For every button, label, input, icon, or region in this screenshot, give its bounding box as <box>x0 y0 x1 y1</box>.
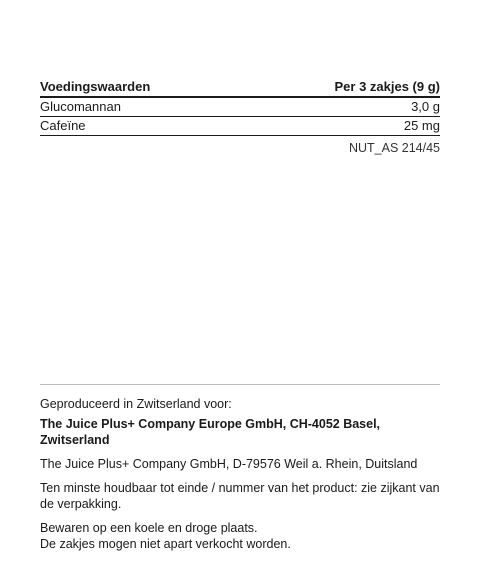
product-code: NUT_AS 214/45 <box>348 141 440 155</box>
nutrition-table <box>40 78 440 136</box>
company-address-de: The Juice Plus+ Company GmbH, D-79576 Weil a. Rhein, Duitsland <box>40 457 418 471</box>
company-address-ch: The Juice Plus+ Company Europe GmbH, CH-4052 Basel, Zwitserland <box>40 417 381 447</box>
product-info <box>40 396 440 552</box>
table-row <box>40 117 440 136</box>
nutrition-header-serving: Per 3 zakjes (9 g) <box>334 79 440 94</box>
nutrition-table-header <box>40 78 440 98</box>
section-divider <box>40 384 440 385</box>
nutrient-value: 3,0 g <box>411 99 440 114</box>
nutrition-header-label: Voedingswaarden <box>40 79 151 94</box>
storage-text: Bewaren op een koele en droge plaats. <box>40 521 258 535</box>
table-row <box>40 98 440 117</box>
nutrient-value: 25 mg <box>403 118 440 133</box>
produced-for-text: Geproduceerd in Zwitserland voor: <box>40 397 232 411</box>
best-before-text: Ten minste houdbaar tot einde / nummer van het product: zie zijkant van de verpakking. <box>40 481 440 511</box>
nutrient-name: Glucomannan <box>40 99 121 114</box>
sale-note-text: De zakjes mogen niet apart verkocht worden. <box>40 537 291 551</box>
nutrient-name: Cafeïne <box>40 118 86 133</box>
